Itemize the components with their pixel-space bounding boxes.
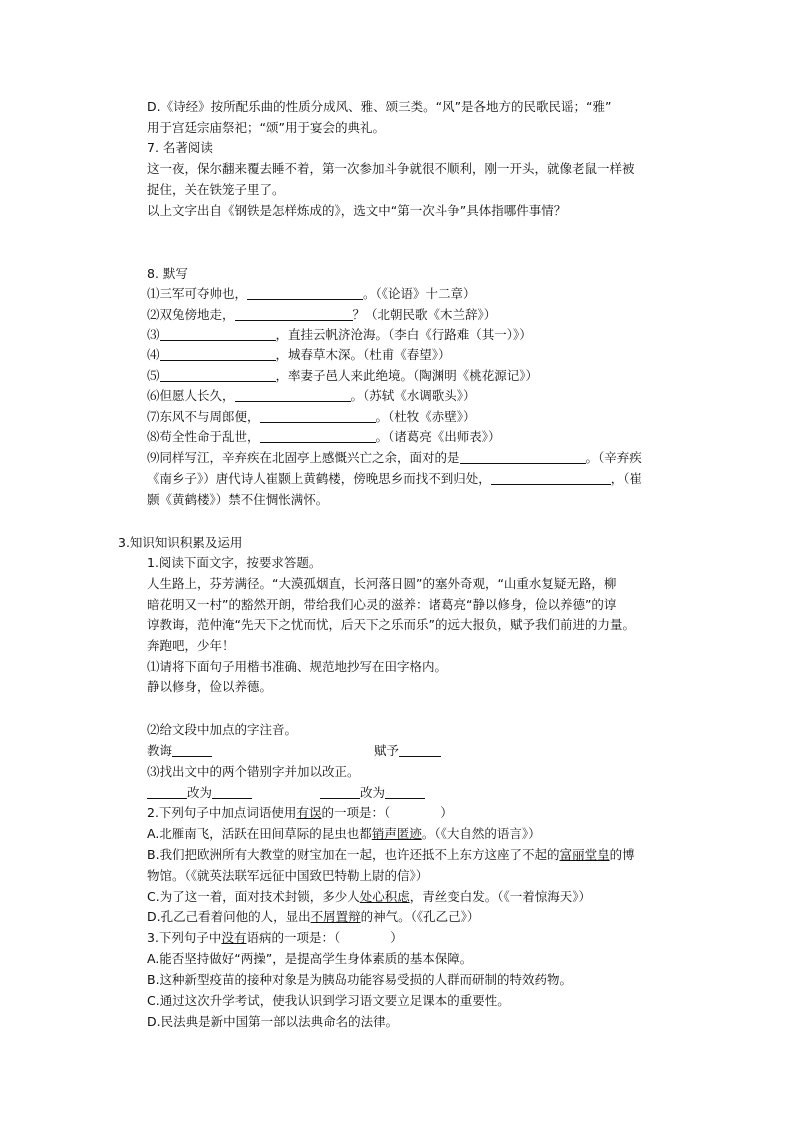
answer-blank[interactable] bbox=[212, 785, 252, 799]
answer-blank[interactable] bbox=[172, 743, 212, 757]
option-text: 的神气。（《孔乙己》） bbox=[360, 909, 480, 924]
s3-q3-option-c: C.通过这次升学考试，使我认识到学习语文要立足课本的重要性。 bbox=[147, 993, 510, 1008]
correction-label: 改为 bbox=[360, 785, 386, 800]
q8-item-9-line3: 颢《黄鹤楼》）禁不住惆怅满怀。 bbox=[147, 492, 329, 507]
q8-item-3 bbox=[147, 325, 532, 345]
q7-title: 7. 名著阅读 bbox=[147, 140, 213, 155]
option-text: D.孔乙己看着问他的人，显出 bbox=[147, 909, 311, 924]
option-text: 。（《大自然的语言》） bbox=[421, 826, 541, 841]
q8-item-4 bbox=[147, 345, 451, 365]
answer-blank[interactable] bbox=[320, 785, 360, 799]
q8-item-6-pre: ⑹但愿人长久， bbox=[147, 388, 235, 403]
option-term: 富丽堂皇 bbox=[559, 847, 610, 862]
answer-blank[interactable] bbox=[160, 347, 276, 361]
s3-q2-title-post: 的一项是：（ ） bbox=[321, 805, 453, 820]
s3-q1-sub3-answers bbox=[147, 783, 425, 803]
answer-blank[interactable] bbox=[460, 450, 586, 464]
q8-item-8 bbox=[147, 427, 501, 447]
s3-q3-option-d: D.民法典是新中国第一部以法典命名的法律。 bbox=[147, 1014, 399, 1029]
q8-item-8-post: 。（诸葛亮《出师表》） bbox=[375, 429, 501, 444]
s3-q2-title bbox=[147, 803, 453, 823]
q8-item-1 bbox=[147, 284, 476, 304]
option-text: ，青丝变白发。（《一着惊海天》） bbox=[409, 889, 591, 904]
q7-question: 以上文字出自《钢铁是怎样炼成的》，选文中“第一次斗争”具体指哪件事情？ bbox=[147, 203, 567, 218]
s3-q2-title-pre: 2.下列句子中加点词语使用 bbox=[147, 805, 297, 820]
q8-item-5-pre: ⑸ bbox=[147, 368, 160, 383]
q8-item-6-post: 。（苏轼《水调歌头》） bbox=[350, 388, 476, 403]
answer-blank[interactable] bbox=[160, 327, 276, 341]
q8-item-9-line2 bbox=[147, 469, 642, 489]
s3-q1-passage-1: 人生路上，芬芳满径。“大漠孤烟直，长河落日圆”的塞外奇观，“山重水复疑无路，柳 bbox=[147, 576, 617, 591]
q8-item-7 bbox=[147, 407, 476, 427]
s3-q1-title: 1.阅读下面文字，按要求答题。 bbox=[147, 555, 322, 570]
s3-q1-sub2-answers bbox=[147, 741, 441, 761]
q6-d-line1: D.《诗经》按所配乐曲的性质分成风、雅、颂三类。“风”是各地方的民歌民谣；“雅” bbox=[147, 99, 612, 114]
q8-item-7-pre: ⑺东风不与周郎便， bbox=[147, 409, 260, 424]
word-fuyu: 赋予 bbox=[374, 743, 400, 758]
answer-blank[interactable] bbox=[147, 785, 187, 799]
option-term: 处心积虑 bbox=[359, 889, 410, 904]
s3-q2-option-c bbox=[147, 887, 591, 907]
q8-item-3-post: ，直挂云帆济沧海。（李白《行路难（其一）》） bbox=[275, 327, 532, 342]
s3-q1-sub3: ⑶找出文中的两个错别字并加以改正。 bbox=[147, 764, 360, 779]
q8-item-3-pre: ⑶ bbox=[147, 327, 160, 342]
q8-item-9-text-a: ⑼同样写江，辛弃疾在北固亭上感慨兴亡之余，面对的是 bbox=[147, 450, 460, 465]
section-3-title: 3.知识知识积累及运用 bbox=[118, 535, 243, 550]
answer-blank[interactable] bbox=[260, 429, 376, 443]
q8-item-9-text-c: 《南乡子》）唐代诗人崔颢上黄鹤楼，傍晚思乡而找不到归处， bbox=[147, 471, 491, 486]
s3-q1-passage-4: 奔跑吧，少年！ bbox=[147, 638, 235, 653]
q8-item-6 bbox=[147, 386, 476, 406]
word-jiaohui: 教诲 bbox=[147, 743, 173, 758]
q8-item-1-post: 。（《论语》十二章） bbox=[363, 286, 476, 301]
q8-item-2 bbox=[147, 305, 496, 325]
s3-q2-option-a bbox=[147, 824, 541, 844]
q8-item-4-pre: ⑷ bbox=[147, 347, 160, 362]
s3-q2-option-b-cont: 物馆。（《就英法联军远征中国致巴特勒上尉的信》） bbox=[147, 868, 429, 883]
q8-item-7-post: 。（杜牧《赤壁》） bbox=[375, 409, 476, 424]
option-text: 的博 bbox=[609, 847, 635, 862]
q7-passage-line1: 这一夜，保尔翻来覆去睡不着，第一次参加斗争就很不顺利，刚一开头，就像老鼠一样被 bbox=[147, 161, 635, 176]
s3-q1-sub1-text: 静以修身，俭以养德。 bbox=[147, 679, 273, 694]
s3-q1-sub2: ⑵给文段中加点的字注音。 bbox=[147, 722, 298, 737]
option-term: 销声匿迹 bbox=[371, 826, 422, 841]
option-text: C.为了这一着，面对技术封锁，多少人 bbox=[147, 889, 360, 904]
q8-item-4-post: ，城春草木深。（杜甫《春望》） bbox=[275, 347, 451, 362]
q8-item-9-line1 bbox=[147, 448, 642, 468]
s3-q1-passage-3: 谆教诲，范仲淹“先天下之忧而忧，后天下之乐而乐”的远大报负，赋予我们前进的力量。 bbox=[147, 617, 635, 632]
q8-item-8-pre: ⑻苟全性命于乱世， bbox=[147, 429, 260, 444]
s3-q3-title-emph: 没有 bbox=[221, 930, 247, 945]
option-term: 不屑置辩 bbox=[310, 909, 361, 924]
q6-d-line2: 用于宫廷宗庙祭祀；“颂”用于宴会的典礼。 bbox=[147, 120, 385, 135]
answer-blank[interactable] bbox=[260, 409, 376, 423]
q7-passage-line2: 捉住，关在铁笼子里了。 bbox=[147, 182, 285, 197]
correction-label: 改为 bbox=[187, 785, 213, 800]
s3-q1-sub1: ⑴请将下面句子用楷书准确、规范地抄写在田字格内。 bbox=[147, 659, 448, 674]
q8-item-9-text-b: 。（辛弃疾 bbox=[585, 450, 642, 465]
answer-blank[interactable] bbox=[247, 286, 363, 300]
q8-item-1-pre: ⑴三军可夺帅也， bbox=[147, 286, 248, 301]
answer-blank[interactable] bbox=[235, 307, 353, 321]
s3-q3-option-b: B.这种新型疫苗的接种对象是为胰岛功能容易受损的人群而研制的特效药物。 bbox=[147, 972, 573, 987]
answer-blank[interactable] bbox=[235, 388, 351, 402]
option-text: A.北雁南飞，活跃在田间草际的昆虫也都 bbox=[147, 826, 372, 841]
s3-q3-title-pre: 3.下列句子中 bbox=[147, 930, 222, 945]
option-text: B.我们把欧洲所有大教堂的财宝加在一起，也许还抵不上东方这座了不起的 bbox=[147, 847, 560, 862]
q8-item-2-pre: ⑵双兔傍地走， bbox=[147, 307, 235, 322]
q8-item-9-text-d: ，（崔 bbox=[610, 471, 643, 486]
q8-title: 8. 默写 bbox=[147, 266, 188, 281]
s3-q3-title bbox=[147, 928, 403, 948]
s3-q3-title-post: 语病的一项是：（ ） bbox=[246, 930, 403, 945]
s3-q2-title-emph: 有误 bbox=[296, 805, 322, 820]
s3-q2-option-b bbox=[147, 845, 635, 865]
q8-item-5 bbox=[147, 366, 538, 386]
answer-blank[interactable] bbox=[491, 471, 611, 485]
answer-blank[interactable] bbox=[385, 785, 425, 799]
q8-item-2-post: ？（北朝民歌《木兰辞》） bbox=[352, 307, 497, 322]
answer-blank[interactable] bbox=[160, 368, 276, 382]
s3-q1-passage-2: 暗花明又一村”的豁然开朗，带给我们心灵的滋养：诸葛亮“静以修身，俭以养德”的谆 bbox=[147, 597, 617, 612]
s3-q2-option-d bbox=[147, 907, 479, 927]
q8-item-5-post: ，率妻子邑人来此绝境。（陶渊明《桃花源记》） bbox=[275, 368, 539, 383]
s3-q3-option-a: A.能否坚持做好“两操”，是提高学生身体素质的基本保障。 bbox=[147, 951, 473, 966]
answer-blank[interactable] bbox=[399, 743, 441, 757]
